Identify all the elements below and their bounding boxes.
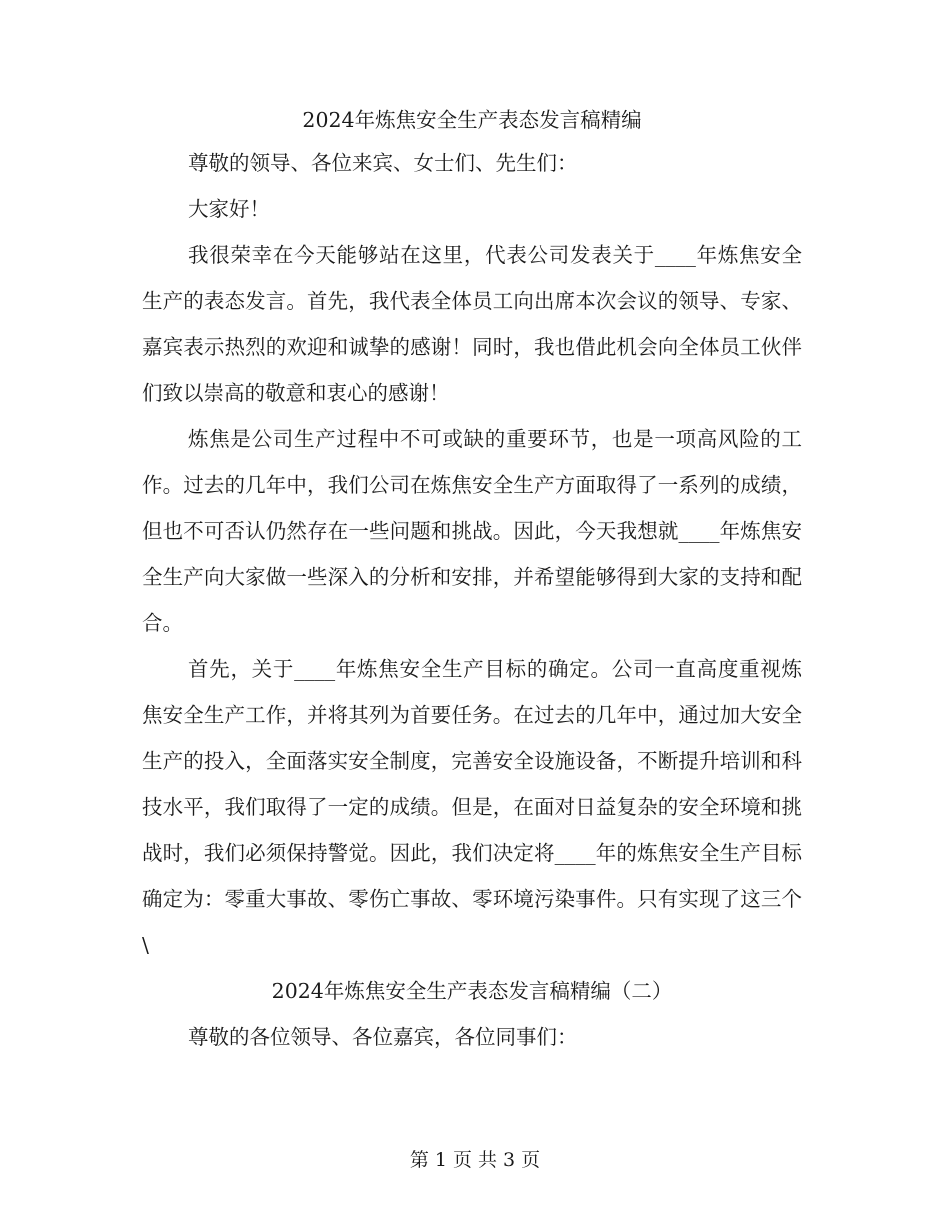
section2-salutation: 尊敬的各位领导、各位嘉宾，各位同事们： <box>188 1025 578 1049</box>
paragraph-background: 炼焦是公司生产过程中不可或缺的重要环节，也是一项高风险的工作。过去的几年中，我们公司在炼焦安全生产方面取得了一系列的成绩，但也不可否认仍然存在一些问题和挑战。因此，今天我想就____年炼焦安全生产向大家做一些深入的分析和安排，并希望能够得到大家的支持和配合。 <box>142 427 802 635</box>
greeting: 大家好！ <box>188 197 270 221</box>
page-number: 第 1 页 共 3 页 <box>409 1149 541 1171</box>
salutation: 尊敬的领导、各位来宾、女士们、先生们： <box>188 151 578 175</box>
paragraph-intro: 我很荣幸在今天能够站在这里，代表公司发表关于____年炼焦安全生产的表态发言。首先，我代表全体员工向出席本次会议的领导、专家、嘉宾表示热烈的欢迎和诚挚的感谢！同时，我也借此机会向全体员工伙伴们致以崇高的敬意和衷心的感谢！ <box>142 243 802 405</box>
document-title: 2024年炼焦安全生产表态发言稿精编 <box>302 108 642 132</box>
document-body <box>142 100 802 1060</box>
section2-title: 2024年炼焦安全生产表态发言稿精编（二） <box>271 979 673 1003</box>
paragraph-goals: 首先，关于____年炼焦安全生产目标的确定。公司一直高度重视炼焦安全生产工作，并将其列为首要任务。在过去的几年中，通过加大安全生产的投入，全面落实安全制度，完善安全设施设备，不断提升培训和科技水平，我们取得了一定的成绩。但是，在面对日益复杂的安全环境和挑战时，我们必须保持警觉。因此，我们决定将____年的炼焦安全生产目标确定为：零重大事故、零伤亡事故、零环境污染事件。只有实现了这三个\ <box>142 657 802 957</box>
